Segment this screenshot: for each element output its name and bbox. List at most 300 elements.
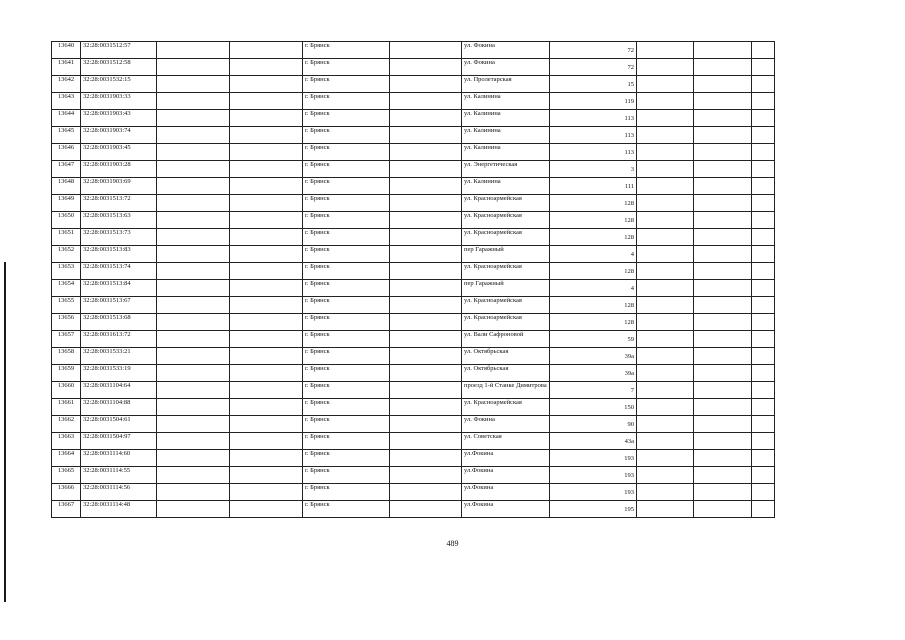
empty-cell — [390, 382, 462, 399]
empty-cell — [694, 59, 752, 76]
empty-cell — [230, 450, 303, 467]
empty-cell — [752, 246, 775, 263]
city-cell: г. Брянск — [303, 280, 390, 297]
empty-cell — [637, 331, 694, 348]
empty-cell — [390, 76, 462, 93]
house-number-cell: 128 — [550, 263, 637, 280]
city-cell: г. Брянск — [303, 127, 390, 144]
house-number-cell: 113 — [550, 110, 637, 127]
empty-cell — [390, 331, 462, 348]
row-number-cell: 13644 — [52, 110, 81, 127]
city-cell: г. Брянск — [303, 297, 390, 314]
empty-cell — [390, 212, 462, 229]
table-row — [52, 178, 775, 195]
cadastral-number-cell: 32:28:0031533:19 — [81, 365, 157, 382]
empty-cell — [157, 229, 230, 246]
house-number-cell: 150 — [550, 399, 637, 416]
empty-cell — [752, 93, 775, 110]
empty-cell — [157, 195, 230, 212]
empty-cell — [157, 484, 230, 501]
house-number-cell: 15 — [550, 76, 637, 93]
empty-cell — [694, 263, 752, 280]
house-number-cell: 7 — [550, 382, 637, 399]
empty-cell — [230, 144, 303, 161]
empty-cell — [230, 178, 303, 195]
cadastral-number-cell: 32:28:0031513:84 — [81, 280, 157, 297]
house-number-cell: 193 — [550, 467, 637, 484]
empty-cell — [694, 144, 752, 161]
row-number-cell: 13643 — [52, 93, 81, 110]
cadastral-number-cell: 32:28:0031513:74 — [81, 263, 157, 280]
cadastral-number-cell: 32:28:0031903:69 — [81, 178, 157, 195]
street-cell: ул. Калинина — [462, 144, 550, 161]
empty-cell — [230, 195, 303, 212]
table-row — [52, 450, 775, 467]
house-number-cell: 113 — [550, 127, 637, 144]
empty-cell — [230, 229, 303, 246]
street-cell: ул. Красноармейская — [462, 229, 550, 246]
cadastral-number-cell: 32:28:0031903:43 — [81, 110, 157, 127]
empty-cell — [230, 161, 303, 178]
house-number-cell: 59 — [550, 331, 637, 348]
empty-cell — [157, 246, 230, 263]
empty-cell — [752, 280, 775, 297]
empty-cell — [637, 416, 694, 433]
table-row — [52, 314, 775, 331]
street-cell: ул. Октябрьская — [462, 348, 550, 365]
city-cell: г. Брянск — [303, 416, 390, 433]
empty-cell — [157, 501, 230, 518]
empty-cell — [694, 297, 752, 314]
cadastral-number-cell: 32:28:0031532:15 — [81, 76, 157, 93]
house-number-cell: 111 — [550, 178, 637, 195]
street-cell: ул. Красноармейская — [462, 212, 550, 229]
house-number-cell: 39а — [550, 348, 637, 365]
empty-cell — [694, 450, 752, 467]
page-number: 489 — [446, 539, 459, 548]
registry-table — [51, 41, 775, 518]
empty-cell — [230, 246, 303, 263]
cadastral-number-cell: 32:28:0031513:67 — [81, 297, 157, 314]
table-row — [52, 484, 775, 501]
row-number-cell: 13652 — [52, 246, 81, 263]
empty-cell — [637, 382, 694, 399]
cadastral-number-cell: 32:28:0031114:55 — [81, 467, 157, 484]
empty-cell — [157, 127, 230, 144]
empty-cell — [637, 348, 694, 365]
empty-cell — [694, 484, 752, 501]
empty-cell — [752, 297, 775, 314]
empty-cell — [157, 144, 230, 161]
city-cell: г. Брянск — [303, 144, 390, 161]
empty-cell — [752, 467, 775, 484]
empty-cell — [390, 501, 462, 518]
empty-cell — [157, 314, 230, 331]
empty-cell — [230, 42, 303, 59]
empty-cell — [694, 365, 752, 382]
city-cell: г. Брянск — [303, 76, 390, 93]
empty-cell — [694, 229, 752, 246]
cadastral-number-cell: 32:28:0031513:68 — [81, 314, 157, 331]
row-number-cell: 13653 — [52, 263, 81, 280]
row-number-cell: 13649 — [52, 195, 81, 212]
empty-cell — [694, 195, 752, 212]
cadastral-number-cell: 32:28:0031114:56 — [81, 484, 157, 501]
empty-cell — [694, 331, 752, 348]
house-number-cell: 39а — [550, 365, 637, 382]
street-cell: ул. Калинина — [462, 93, 550, 110]
cadastral-number-cell: 32:28:0031104:64 — [81, 382, 157, 399]
cadastral-number-cell: 32:28:0031903:28 — [81, 161, 157, 178]
empty-cell — [157, 178, 230, 195]
empty-cell — [390, 178, 462, 195]
empty-cell — [230, 331, 303, 348]
table-row — [52, 263, 775, 280]
empty-cell — [694, 110, 752, 127]
empty-cell — [157, 365, 230, 382]
empty-cell — [752, 484, 775, 501]
cadastral-number-cell: 32:28:0031114:60 — [81, 450, 157, 467]
empty-cell — [637, 484, 694, 501]
table-row — [52, 348, 775, 365]
empty-cell — [230, 59, 303, 76]
empty-cell — [390, 365, 462, 382]
city-cell: г. Брянск — [303, 212, 390, 229]
street-cell: ул. Калинина — [462, 127, 550, 144]
empty-cell — [752, 42, 775, 59]
house-number-cell: 4 — [550, 246, 637, 263]
table-row — [52, 42, 775, 59]
empty-cell — [637, 229, 694, 246]
empty-cell — [157, 110, 230, 127]
empty-cell — [390, 467, 462, 484]
empty-cell — [694, 314, 752, 331]
street-cell: ул. Красноармейская — [462, 263, 550, 280]
empty-cell — [694, 42, 752, 59]
empty-cell — [637, 501, 694, 518]
table-row — [52, 399, 775, 416]
empty-cell — [390, 484, 462, 501]
cadastral-number-cell: 32:28:0031903:45 — [81, 144, 157, 161]
house-number-cell: 128 — [550, 195, 637, 212]
empty-cell — [230, 416, 303, 433]
empty-cell — [230, 127, 303, 144]
street-cell: ул. Энергетическая — [462, 161, 550, 178]
row-number-cell: 13645 — [52, 127, 81, 144]
empty-cell — [230, 382, 303, 399]
city-cell: г. Брянск — [303, 161, 390, 178]
empty-cell — [390, 297, 462, 314]
empty-cell — [390, 93, 462, 110]
table-row — [52, 365, 775, 382]
empty-cell — [694, 280, 752, 297]
city-cell: г. Брянск — [303, 93, 390, 110]
house-number-cell: 72 — [550, 59, 637, 76]
table-row — [52, 110, 775, 127]
empty-cell — [157, 467, 230, 484]
empty-cell — [390, 263, 462, 280]
empty-cell — [752, 144, 775, 161]
table-row — [52, 59, 775, 76]
empty-cell — [637, 450, 694, 467]
cadastral-number-cell: 32:28:0031504:61 — [81, 416, 157, 433]
empty-cell — [157, 382, 230, 399]
table-row — [52, 161, 775, 178]
city-cell: г. Брянск — [303, 399, 390, 416]
street-cell: ул. Красноармейская — [462, 195, 550, 212]
city-cell: г. Брянск — [303, 501, 390, 518]
table-row — [52, 467, 775, 484]
empty-cell — [694, 212, 752, 229]
empty-cell — [390, 433, 462, 450]
house-number-cell: 195 — [550, 501, 637, 518]
empty-cell — [230, 484, 303, 501]
table-row — [52, 229, 775, 246]
empty-cell — [694, 433, 752, 450]
row-number-cell: 13667 — [52, 501, 81, 518]
cadastral-number-cell: 32:28:0031513:63 — [81, 212, 157, 229]
city-cell: г. Брянск — [303, 484, 390, 501]
empty-cell — [230, 365, 303, 382]
row-number-cell: 13658 — [52, 348, 81, 365]
empty-cell — [230, 76, 303, 93]
empty-cell — [157, 297, 230, 314]
row-number-cell: 13651 — [52, 229, 81, 246]
city-cell: г. Брянск — [303, 246, 390, 263]
row-number-cell: 13648 — [52, 178, 81, 195]
empty-cell — [752, 229, 775, 246]
street-cell: ул. Фокина — [462, 416, 550, 433]
empty-cell — [752, 161, 775, 178]
empty-cell — [752, 76, 775, 93]
city-cell: г. Брянск — [303, 42, 390, 59]
empty-cell — [637, 59, 694, 76]
empty-cell — [752, 450, 775, 467]
empty-cell — [390, 229, 462, 246]
empty-cell — [157, 263, 230, 280]
empty-cell — [752, 331, 775, 348]
house-number-cell: 43а — [550, 433, 637, 450]
empty-cell — [637, 365, 694, 382]
empty-cell — [637, 467, 694, 484]
row-number-cell: 13646 — [52, 144, 81, 161]
empty-cell — [230, 399, 303, 416]
empty-cell — [157, 348, 230, 365]
table-row — [52, 433, 775, 450]
city-cell: г. Брянск — [303, 382, 390, 399]
city-cell: г. Брянск — [303, 110, 390, 127]
empty-cell — [752, 399, 775, 416]
house-number-cell: 4 — [550, 280, 637, 297]
cadastral-number-cell: 32:28:0031512:58 — [81, 59, 157, 76]
street-cell: ул. Советская — [462, 433, 550, 450]
city-cell: г. Брянск — [303, 433, 390, 450]
street-cell: ул. Октябрьская — [462, 365, 550, 382]
house-number-cell: 193 — [550, 450, 637, 467]
empty-cell — [157, 331, 230, 348]
registry-table-body — [52, 42, 775, 518]
empty-cell — [752, 365, 775, 382]
empty-cell — [230, 433, 303, 450]
empty-cell — [230, 110, 303, 127]
empty-cell — [637, 399, 694, 416]
empty-cell — [694, 467, 752, 484]
empty-cell — [157, 59, 230, 76]
row-number-cell: 13664 — [52, 450, 81, 467]
empty-cell — [752, 110, 775, 127]
empty-cell — [390, 127, 462, 144]
city-cell: г. Брянск — [303, 59, 390, 76]
empty-cell — [230, 263, 303, 280]
street-cell: пер Гаражный — [462, 280, 550, 297]
empty-cell — [230, 501, 303, 518]
empty-cell — [694, 246, 752, 263]
row-number-cell: 13662 — [52, 416, 81, 433]
empty-cell — [390, 59, 462, 76]
street-cell: ул. Красноармейская — [462, 297, 550, 314]
house-number-cell: 113 — [550, 144, 637, 161]
empty-cell — [694, 76, 752, 93]
house-number-cell: 128 — [550, 297, 637, 314]
street-cell: ул.Фокина — [462, 467, 550, 484]
empty-cell — [752, 314, 775, 331]
row-number-cell: 13641 — [52, 59, 81, 76]
empty-cell — [637, 144, 694, 161]
empty-cell — [637, 314, 694, 331]
empty-cell — [230, 314, 303, 331]
empty-cell — [637, 433, 694, 450]
empty-cell — [230, 212, 303, 229]
city-cell: г. Брянск — [303, 365, 390, 382]
empty-cell — [637, 246, 694, 263]
house-number-cell: 193 — [550, 484, 637, 501]
table-row — [52, 93, 775, 110]
empty-cell — [637, 161, 694, 178]
empty-cell — [694, 127, 752, 144]
empty-cell — [390, 246, 462, 263]
row-number-cell: 13656 — [52, 314, 81, 331]
empty-cell — [157, 280, 230, 297]
cadastral-number-cell: 32:28:0031903:74 — [81, 127, 157, 144]
empty-cell — [752, 59, 775, 76]
empty-cell — [752, 433, 775, 450]
table-row — [52, 280, 775, 297]
empty-cell — [390, 42, 462, 59]
house-number-cell: 72 — [550, 42, 637, 59]
row-number-cell: 13657 — [52, 331, 81, 348]
cadastral-number-cell: 32:28:0031114:48 — [81, 501, 157, 518]
street-cell: ул. Красноармейская — [462, 399, 550, 416]
empty-cell — [157, 76, 230, 93]
city-cell: г. Брянск — [303, 467, 390, 484]
cadastral-number-cell: 32:28:0031104:88 — [81, 399, 157, 416]
empty-cell — [157, 93, 230, 110]
house-number-cell: 90 — [550, 416, 637, 433]
empty-cell — [637, 76, 694, 93]
empty-cell — [390, 314, 462, 331]
empty-cell — [390, 450, 462, 467]
empty-cell — [694, 178, 752, 195]
empty-cell — [157, 399, 230, 416]
empty-cell — [637, 127, 694, 144]
table-row — [52, 382, 775, 399]
cadastral-number-cell: 32:28:0031513:83 — [81, 246, 157, 263]
empty-cell — [637, 263, 694, 280]
city-cell: г. Брянск — [303, 331, 390, 348]
row-number-cell: 13654 — [52, 280, 81, 297]
table-row — [52, 144, 775, 161]
empty-cell — [637, 178, 694, 195]
street-cell: пер Гаражный — [462, 246, 550, 263]
cadastral-number-cell: 32:28:0031504:97 — [81, 433, 157, 450]
street-cell: ул.Фокина — [462, 484, 550, 501]
empty-cell — [157, 450, 230, 467]
empty-cell — [752, 501, 775, 518]
row-number-cell: 13655 — [52, 297, 81, 314]
empty-cell — [637, 280, 694, 297]
street-cell: ул. Фокина — [462, 42, 550, 59]
empty-cell — [752, 212, 775, 229]
house-number-cell: 128 — [550, 212, 637, 229]
empty-cell — [157, 416, 230, 433]
empty-cell — [637, 212, 694, 229]
empty-cell — [752, 382, 775, 399]
empty-cell — [637, 42, 694, 59]
empty-cell — [637, 93, 694, 110]
row-number-cell: 13640 — [52, 42, 81, 59]
row-number-cell: 13647 — [52, 161, 81, 178]
empty-cell — [752, 263, 775, 280]
table-row — [52, 212, 775, 229]
empty-cell — [390, 280, 462, 297]
street-cell: проезд 1-й Станке Димитрова — [462, 382, 550, 399]
street-cell: ул. Калинина — [462, 178, 550, 195]
cadastral-number-cell: 32:28:0031903:33 — [81, 93, 157, 110]
row-number-cell: 13659 — [52, 365, 81, 382]
street-cell: ул. Вали Сафроновой — [462, 331, 550, 348]
empty-cell — [230, 280, 303, 297]
row-number-cell: 13665 — [52, 467, 81, 484]
city-cell: г. Брянск — [303, 178, 390, 195]
empty-cell — [752, 178, 775, 195]
row-number-cell: 13661 — [52, 399, 81, 416]
row-number-cell: 13642 — [52, 76, 81, 93]
empty-cell — [694, 416, 752, 433]
empty-cell — [694, 348, 752, 365]
city-cell: г. Брянск — [303, 314, 390, 331]
empty-cell — [230, 297, 303, 314]
city-cell: г. Брянск — [303, 195, 390, 212]
empty-cell — [694, 501, 752, 518]
house-number-cell: 128 — [550, 229, 637, 246]
empty-cell — [694, 399, 752, 416]
table-row — [52, 246, 775, 263]
empty-cell — [390, 399, 462, 416]
empty-cell — [637, 297, 694, 314]
house-number-cell: 3 — [550, 161, 637, 178]
empty-cell — [637, 195, 694, 212]
cadastral-number-cell: 32:28:0031513:73 — [81, 229, 157, 246]
empty-cell — [390, 110, 462, 127]
empty-cell — [694, 93, 752, 110]
table-row — [52, 331, 775, 348]
street-cell: ул.Фокина — [462, 450, 550, 467]
house-number-cell: 119 — [550, 93, 637, 110]
empty-cell — [390, 161, 462, 178]
table-row — [52, 76, 775, 93]
empty-cell — [157, 161, 230, 178]
empty-cell — [157, 433, 230, 450]
